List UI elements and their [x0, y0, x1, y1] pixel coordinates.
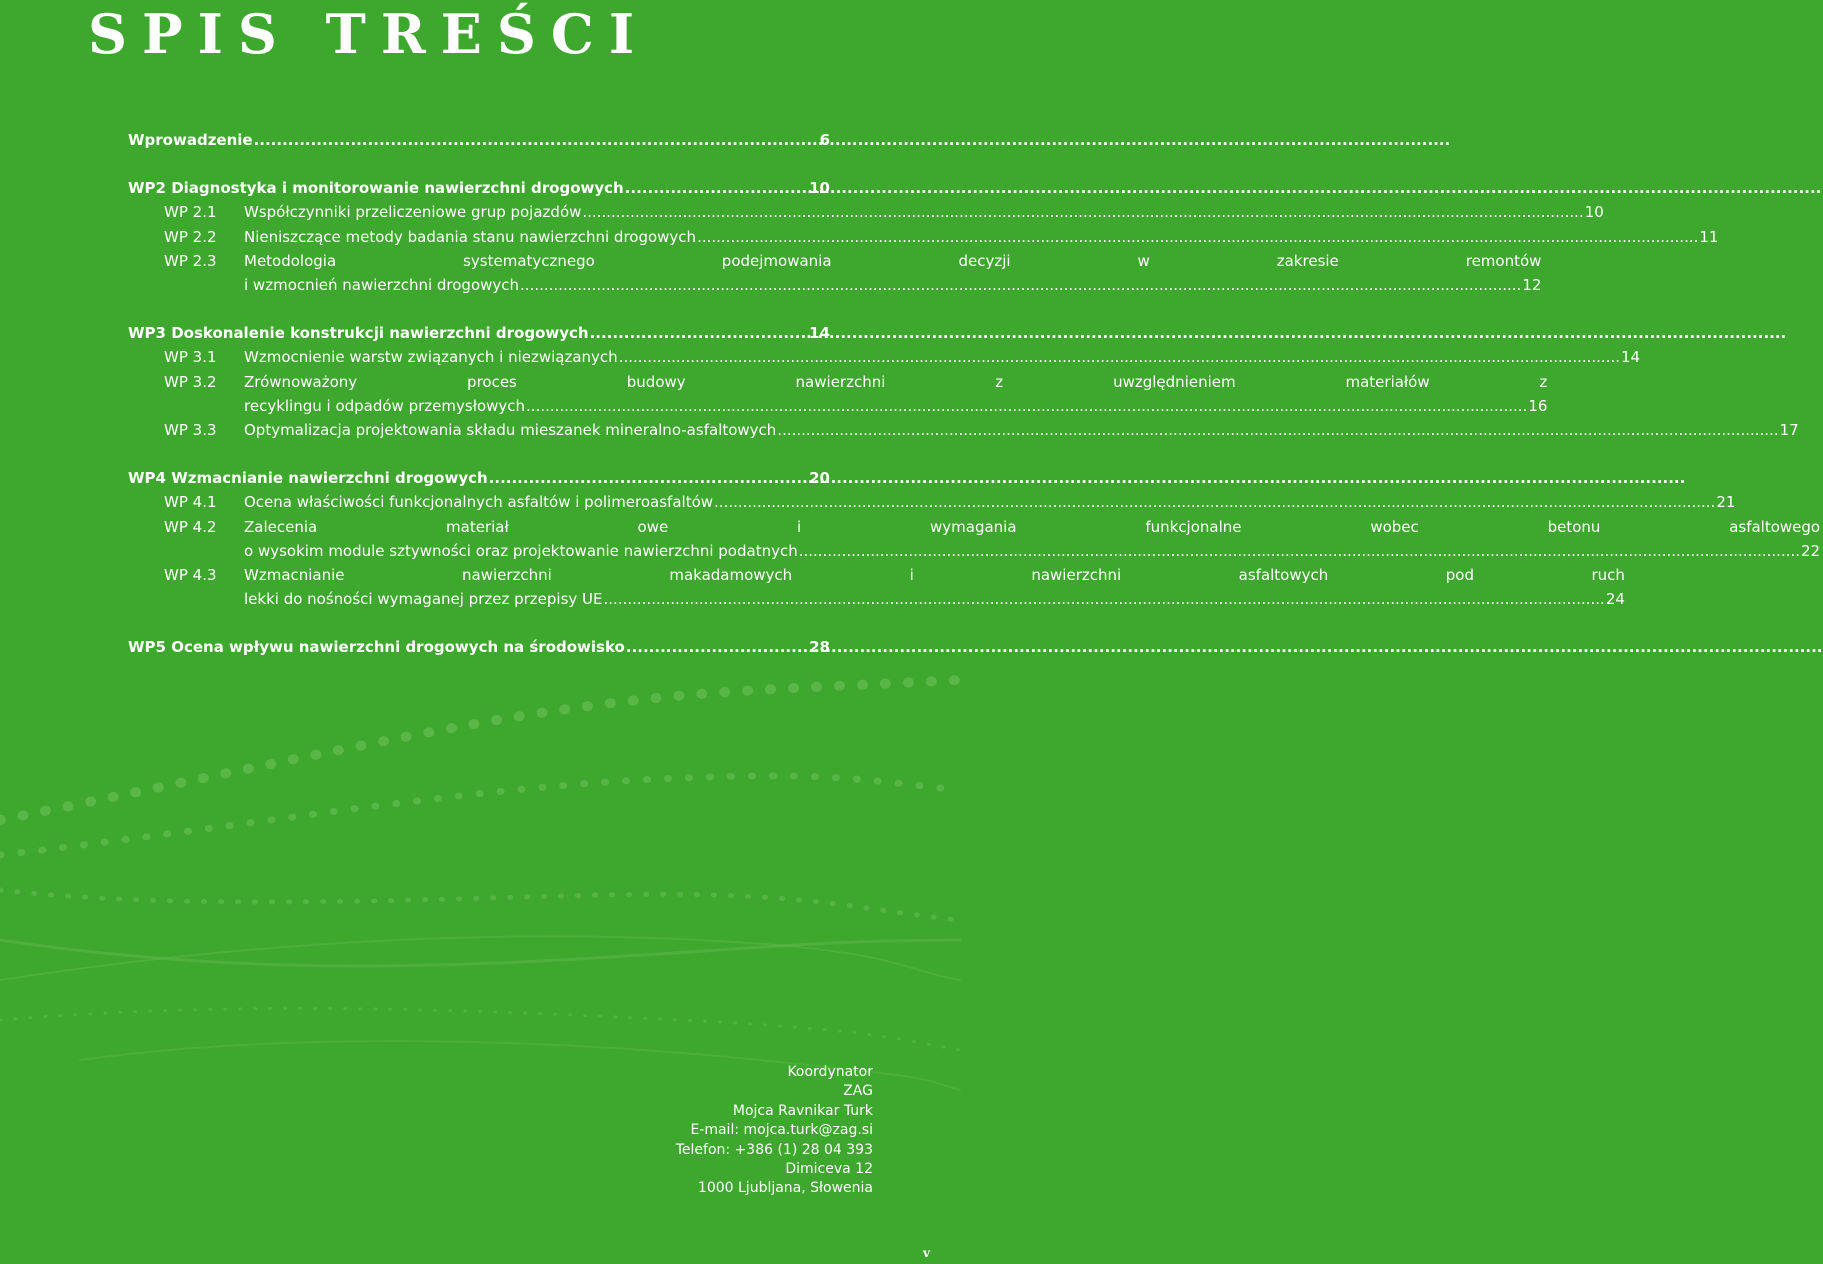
contact-name: Mojca Ravnikar Turk: [732, 1102, 873, 1119]
toc-entry-page: 17: [1779, 421, 1799, 440]
dot-leader: [714, 490, 1715, 514]
toc-entry-code: WP 4.2: [164, 517, 217, 536]
toc-entry-title-line2: i wzmocnień nawierzchni drogowych: [244, 276, 520, 295]
toc-entry-page: 12: [1522, 276, 1542, 295]
dot-leader: [520, 273, 1521, 297]
toc-entry-wp2[interactable]: [128, 176, 830, 200]
toc-entry-code: WP 3.3: [164, 421, 217, 440]
dot-leader: [489, 466, 808, 490]
contact-city: 1000 Ljubljana, Słowenia: [697, 1180, 873, 1197]
toc-entry-page: 28: [809, 638, 830, 657]
page-number: v: [923, 1246, 930, 1260]
toc-entry-page: 10: [1584, 203, 1604, 222]
toc-entry-title-line1: Zalecenia materiał owe i wymagania funkcjonalne wobec betonu asfaltowego: [244, 517, 1821, 536]
toc-entry-wp2-2[interactable]: [128, 225, 1719, 249]
toc-entry-title-line2: lekki do nośności wymaganej przez przepisy UE: [244, 590, 603, 609]
toc-entry-code: WP 2.2: [164, 227, 217, 246]
toc-entry-wp4-1[interactable]: [128, 490, 1736, 514]
dotted-wave-decoration: [0, 640, 960, 1100]
toc-entry-code: WP 2.3: [164, 251, 217, 270]
toc-entry-title-line2: o wysokim module sztywności oraz projektowanie nawierzchni podatnych: [244, 541, 798, 560]
toc-entry-title-line2: recyklingu i odpadów przemysłowych: [244, 396, 526, 415]
section-gap: [128, 442, 830, 466]
toc-entry-title: Wprowadzenie: [128, 131, 253, 149]
toc-entry-page: 16: [1528, 396, 1548, 415]
dot-leader: [697, 225, 1698, 249]
toc-entry-page: 10: [809, 179, 830, 198]
toc-entry-wp4-3[interactable]: [128, 563, 1625, 611]
toc-entry-page: 6: [819, 131, 830, 149]
dot-leader: [526, 394, 1527, 418]
toc-entry-wp4[interactable]: [128, 466, 830, 490]
toc-entry-wp3-2[interactable]: [128, 370, 1548, 418]
section-gap: [128, 152, 830, 176]
toc-entry-title: Współczynniki przeliczeniowe grup pojazdów: [244, 203, 582, 222]
section-gap: [128, 611, 830, 635]
toc-entry-page: 14: [809, 324, 830, 343]
toc-entry-page: 20: [809, 469, 830, 488]
toc-entry-wp3-1[interactable]: [128, 345, 1641, 369]
toc-entry-wp2-1[interactable]: [128, 200, 1604, 224]
contact-email[interactable]: E-mail: mojca.turk@zag.si: [690, 1122, 873, 1139]
dot-leader: [582, 200, 1583, 224]
toc-entry-page: 21: [1716, 493, 1736, 512]
toc-entry-title: Ocena właściwości funkcjonalnych asfaltów i polimeroasfaltów: [244, 493, 714, 512]
toc-entry-wp4-2[interactable]: [128, 515, 1821, 563]
toc-entry-title: WP2 Diagnostyka i monitorowanie nawierzchni drogowych: [128, 179, 624, 198]
toc-entry-title: WP5 Ocena wpływu nawierzchni drogowych na środowisko: [128, 638, 625, 657]
toc-entry-title-line1: Zrównoważony proces budowy nawierzchni z uwzględnieniem materiałów z: [244, 372, 1548, 391]
toc-entry-code: WP 3.2: [164, 372, 217, 391]
contact-street: Dimiceva 12: [785, 1161, 873, 1178]
toc-entry-title: Optymalizacja projektowania składu mieszanek mineralno-asfaltowych: [244, 421, 777, 440]
toc-entry-title-line1: Wzmacnianie nawierzchni makadamowych i nawierzchni asfaltowych pod ruch: [244, 566, 1625, 585]
toc-entry-title: Nieniszczące metody badania stanu nawierzchni drogowych: [244, 227, 697, 246]
toc-entry-page: 11: [1699, 227, 1719, 246]
toc-entry-title-line1: Metodologia systematycznego podejmowania decyzji w zakresie remontów: [244, 251, 1542, 270]
dot-leader: [777, 418, 1778, 442]
dot-leader: [604, 587, 1605, 611]
toc-entry-title: WP3 Doskonalenie konstrukcji nawierzchni drogowych: [128, 324, 589, 343]
toc-entry-code: WP 4.1: [164, 493, 217, 512]
toc-entry-page: 14: [1621, 348, 1641, 367]
toc-entry-code: WP 4.3: [164, 566, 217, 585]
dot-leader: [619, 345, 1620, 369]
toc-entry-page: 22: [1801, 541, 1821, 560]
contact-org: ZAG: [843, 1083, 873, 1100]
toc-entry-title: Wzmocnienie warstw związanych i niezwiązanych: [244, 348, 618, 367]
dot-leader: [254, 128, 819, 152]
toc-entry-intro[interactable]: [128, 128, 830, 152]
contact-role: Koordynator: [787, 1064, 873, 1080]
toc-entry-wp3[interactable]: [128, 321, 830, 345]
dot-leader: [799, 539, 1800, 563]
toc-entry-wp3-3[interactable]: [128, 418, 1799, 442]
toc-entry-title: WP4 Wzmacnianie nawierzchni drogowych: [128, 469, 488, 488]
toc-entry-page: 24: [1605, 590, 1625, 609]
page-title: SPIS TREŚCI: [88, 2, 650, 66]
dot-leader: [625, 176, 808, 200]
toc-entry-code: WP 3.1: [164, 348, 217, 367]
dot-leader: [590, 321, 809, 345]
contact-block: [676, 1063, 873, 1199]
toc-entry-wp2-3[interactable]: [128, 249, 1542, 297]
toc-entry-code: WP 2.1: [164, 203, 217, 222]
contact-phone: Telefon: +386 (1) 28 04 393: [675, 1141, 873, 1158]
section-gap: [128, 297, 830, 321]
table-of-contents: [128, 128, 1821, 660]
